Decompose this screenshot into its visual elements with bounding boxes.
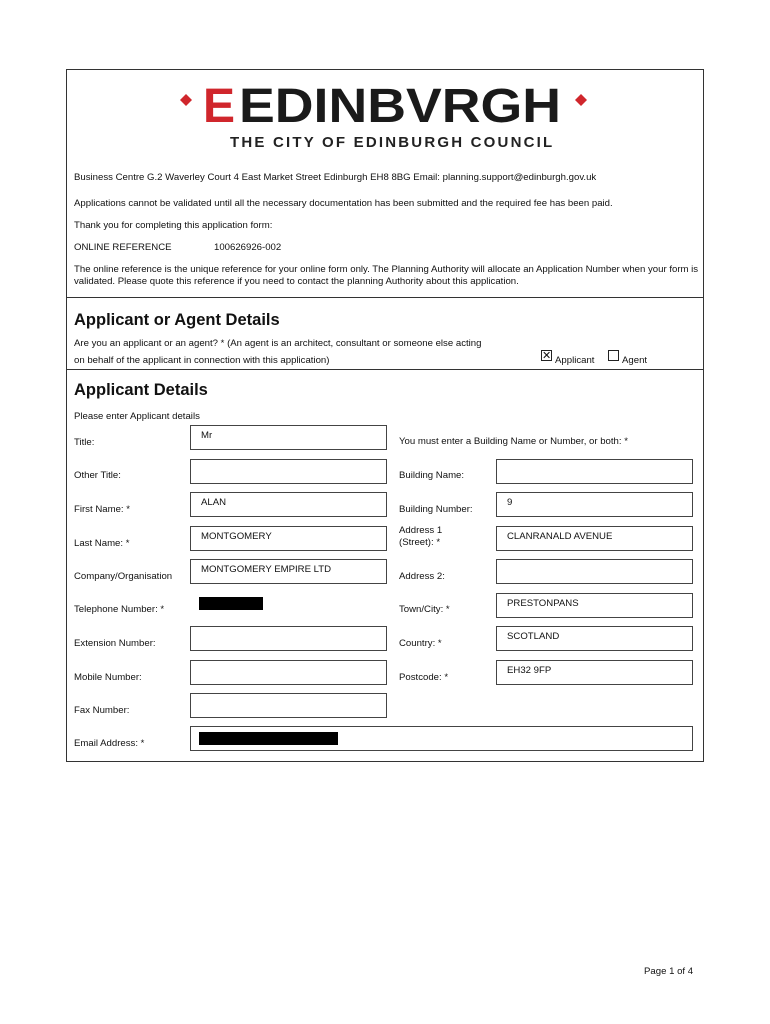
- company-value: MONTGOMERY EMPIRE LTD: [201, 564, 332, 575]
- last-name-value: MONTGOMERY: [201, 531, 272, 542]
- divider-1: [66, 297, 704, 298]
- applicant-section-title: Applicant Details: [74, 381, 208, 399]
- email-redaction: [199, 732, 338, 745]
- address1-label-line1: Address 1: [399, 525, 443, 536]
- postcode-field[interactable]: [496, 660, 693, 685]
- building-note: You must enter a Building Name or Number, or both: *: [399, 436, 628, 447]
- town-label: Town/City: *: [399, 604, 450, 615]
- address1-label-line2: (Street): *: [399, 537, 441, 548]
- agent-option-label: Agent: [622, 355, 648, 366]
- agent-section-title: Applicant or Agent Details: [74, 311, 280, 329]
- building-number-field[interactable]: [496, 492, 693, 517]
- address1-field[interactable]: [496, 526, 693, 551]
- extension-field[interactable]: [190, 626, 387, 651]
- building-name-label: Building Name:: [399, 470, 465, 481]
- country-label: Country: *: [399, 638, 442, 649]
- town-field[interactable]: [496, 593, 693, 618]
- applicant-intro: Please enter Applicant details: [74, 411, 200, 422]
- country-field[interactable]: [496, 626, 693, 651]
- building-number-value: 9: [507, 497, 513, 508]
- divider-2: [66, 369, 704, 370]
- address2-field[interactable]: [496, 559, 693, 584]
- page-number: Page 1 of 4: [644, 966, 694, 977]
- first-name-field[interactable]: [190, 492, 387, 517]
- building-number-label: Building Number:: [399, 504, 473, 515]
- postcode-label: Postcode: *: [399, 672, 449, 683]
- company-field[interactable]: [190, 559, 387, 584]
- last-name-label: Last Name: *: [74, 538, 130, 549]
- title-field[interactable]: [190, 425, 387, 450]
- fax-field[interactable]: [190, 693, 387, 718]
- agent-question-line1: Are you an applicant or an agent? * (An agent is an architect, consultant or someone else acting: [74, 338, 482, 349]
- email-label: Email Address: *: [74, 738, 145, 749]
- country-value: SCOTLAND: [507, 631, 560, 642]
- logo-wordmark: EDINBVRGH: [239, 80, 561, 133]
- telephone-label: Telephone Number: *: [74, 604, 165, 615]
- title-label: Title:: [74, 437, 95, 448]
- telephone-redaction: [199, 597, 263, 610]
- council-name: THE CITY OF EDINBURGH COUNCIL: [230, 134, 555, 151]
- extension-label: Extension Number:: [74, 638, 156, 649]
- building-name-field[interactable]: [496, 459, 693, 484]
- logo-e: E: [203, 80, 236, 133]
- fax-label: Fax Number:: [74, 705, 130, 716]
- last-name-field[interactable]: [190, 526, 387, 551]
- online-reference-label: ONLINE REFERENCE: [74, 242, 172, 253]
- title-value: Mr: [201, 430, 213, 441]
- first-name-label: First Name: *: [74, 504, 130, 515]
- other-title-field[interactable]: [190, 459, 387, 484]
- validation-note: Applications cannot be validated until all the necessary documentation has been submitted and the required fee has been paid.: [74, 198, 613, 209]
- reference-note: The online reference is the unique reference for your online form only. The Planning Authority will allocate an Application Number when your form is validated. Please quote this reference if you need to contact the planning Authority about this application.: [74, 264, 699, 287]
- first-name-value: ALAN: [201, 497, 227, 508]
- thanks-note: Thank you for completing this application form:: [74, 220, 273, 231]
- address1-value: CLANRANALD AVENUE: [507, 531, 613, 542]
- town-value: PRESTONPANS: [507, 598, 579, 609]
- postcode-value: EH32 9FP: [507, 665, 552, 676]
- mobile-label: Mobile Number:: [74, 672, 142, 683]
- company-label: Company/Organisation: [74, 571, 173, 582]
- address-line: Business Centre G.2 Waverley Court 4 East Market Street Edinburgh EH8 8BG Email: planning.support@edinburgh.gov.uk: [74, 172, 597, 183]
- agent-question-line2: on behalf of the applicant in connection with this application): [74, 355, 330, 366]
- applicant-option-label: Applicant: [555, 355, 595, 366]
- mobile-field[interactable]: [190, 660, 387, 685]
- address2-label: Address 2:: [399, 571, 445, 582]
- agent-checkbox[interactable]: [608, 350, 619, 361]
- online-reference-value: 100626926-002: [214, 242, 282, 253]
- other-title-label: Other Title:: [74, 470, 121, 481]
- applicant-checkbox[interactable]: ✕: [542, 349, 552, 362]
